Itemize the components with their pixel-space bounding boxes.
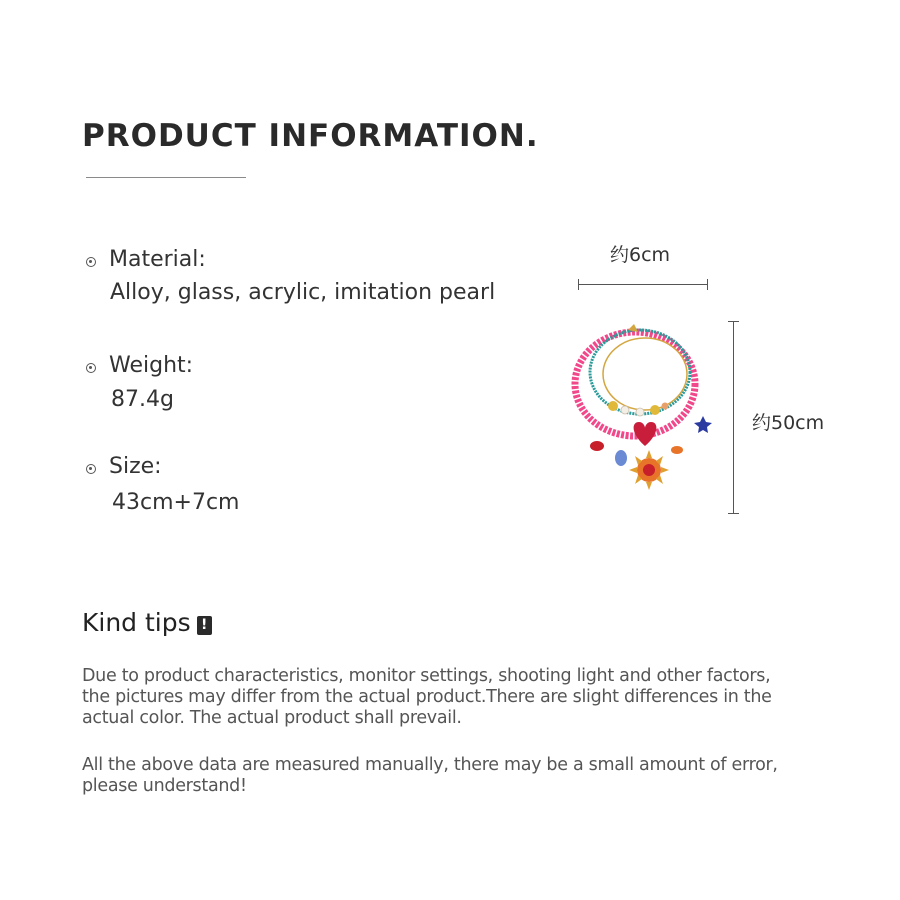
necklace-image	[565, 322, 725, 507]
bullet-icon	[86, 464, 96, 474]
height-dimension-line	[733, 321, 734, 514]
shell-charm	[662, 403, 669, 410]
crab-charm	[590, 441, 604, 451]
width-dimension-label: 约6cm	[610, 244, 671, 266]
teal-bead-strand	[590, 330, 690, 414]
kind-tips-heading	[82, 608, 212, 637]
exclamation-icon: !	[197, 616, 212, 635]
size-value: 43cm+7cm	[112, 490, 240, 515]
height-dimension-label: 约50cm	[752, 412, 825, 434]
weight-value: 87.4g	[111, 387, 174, 412]
title-divider	[86, 177, 246, 178]
width-dimension-line	[578, 284, 708, 285]
material-value: Alloy, glass, acrylic, imitation pearl	[110, 280, 496, 305]
page-title: PRODUCT INFORMATION.	[82, 118, 539, 154]
pink-bead-strand	[575, 332, 695, 436]
material-label: Material:	[109, 247, 206, 272]
pearl	[621, 406, 629, 414]
pearl	[636, 408, 644, 416]
gold-chain-strand	[603, 338, 687, 410]
shell-charm	[650, 405, 660, 415]
blue-shell-charm	[615, 450, 627, 466]
heart-charm	[634, 422, 657, 446]
bullet-icon	[86, 257, 96, 267]
fish-charm	[671, 446, 683, 454]
tips-paragraph-disclaimer: Due to product characteristics, monitor settings, shooting light and other factors, the pictures may differ from the actual product.There are slight differences in the actual color. The actual product shall prevail.	[82, 666, 772, 728]
sun-pendant	[629, 450, 669, 490]
kind-tips-title: Kind tips	[82, 608, 191, 637]
starfish-charm	[694, 416, 712, 433]
tips-paragraph-measurement: All the above data are measured manually, there may be a small amount of error, please understand!	[82, 755, 778, 796]
size-label: Size:	[109, 454, 162, 479]
weight-label: Weight:	[109, 353, 194, 378]
bullet-icon	[86, 363, 96, 373]
shell-charm	[608, 401, 618, 411]
